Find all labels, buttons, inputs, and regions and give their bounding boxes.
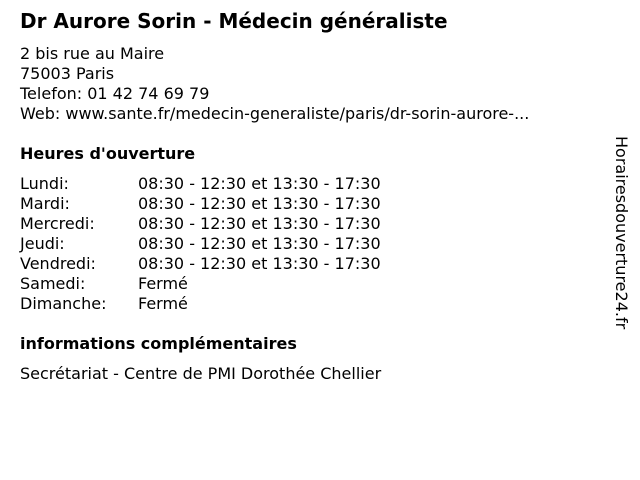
hours-row-samedi — [20, 274, 381, 294]
page-title: Dr Aurore Sorin - Médecin généraliste — [20, 9, 448, 33]
day-label: Vendredi: — [20, 254, 96, 273]
opening-hours-heading: Heures d'ouverture — [20, 144, 196, 163]
day-label: Mardi: — [20, 194, 70, 213]
day-hours: 08:30 - 12:30 et 13:30 - 17:30 — [138, 174, 381, 193]
day-label: Samedi: — [20, 274, 86, 293]
day-label: Lundi: — [20, 174, 69, 193]
hours-row-vendredi — [20, 254, 381, 274]
day-hours: Fermé — [138, 274, 188, 293]
day-hours: Fermé — [138, 294, 188, 313]
day-label: Mercredi: — [20, 214, 95, 233]
day-hours: 08:30 - 12:30 et 13:30 - 17:30 — [138, 194, 381, 213]
day-label: Dimanche: — [20, 294, 107, 313]
address-block — [20, 44, 529, 124]
day-label: Jeudi: — [20, 234, 65, 253]
day-hours: 08:30 - 12:30 et 13:30 - 17:30 — [138, 234, 381, 253]
additional-info-text: Secrétariat - Centre de PMI Dorothée Chellier — [20, 364, 382, 383]
city: 75003 Paris — [20, 64, 115, 83]
street-address: 2 bis rue au Maire — [20, 44, 165, 63]
site-watermark: Horairesdouverture24.fr — [612, 136, 631, 330]
day-hours: 08:30 - 12:30 et 13:30 - 17:30 — [138, 214, 381, 233]
phone-number: Telefon: 01 42 74 69 79 — [20, 84, 210, 103]
hours-row-lundi — [20, 174, 381, 194]
day-hours: 08:30 - 12:30 et 13:30 - 17:30 — [138, 254, 381, 273]
website: Web: www.sante.fr/medecin-generaliste/paris/dr-sorin-aurore-... — [20, 104, 530, 123]
opening-hours-list — [20, 174, 381, 314]
hours-row-mercredi — [20, 214, 381, 234]
hours-row-mardi — [20, 194, 381, 214]
hours-row-dimanche — [20, 294, 381, 314]
additional-info-heading: informations complémentaires — [20, 334, 297, 353]
hours-row-jeudi — [20, 234, 381, 254]
